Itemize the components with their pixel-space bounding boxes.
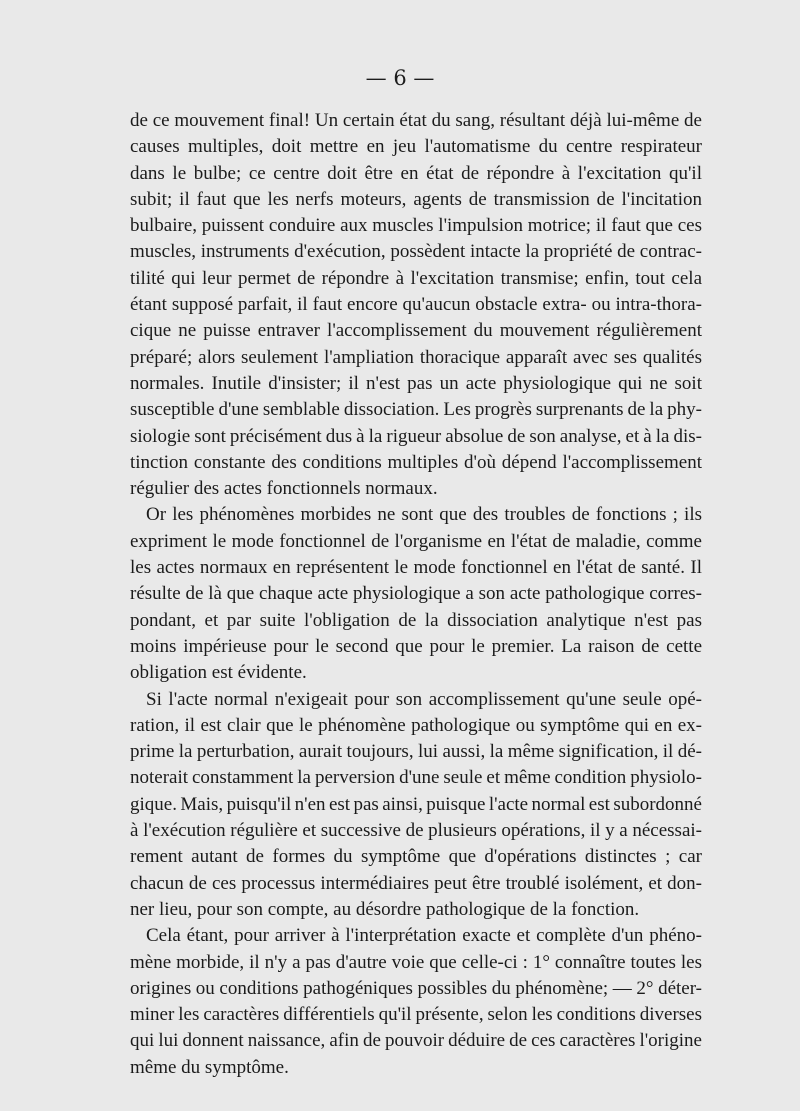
- text-line: mène morbide, il n'y a pas d'autre voie que celle-ci : 1° connaître toutes les: [130, 951, 702, 973]
- text-line: résulte de là que chaque acte physiologique a son acte pathologique corres-: [130, 583, 702, 605]
- text-line: prime la perturbation, aurait toujours, lui aussi, la même signification, il dé-: [130, 741, 702, 763]
- text-line: chacun de ces processus intermédiaires peut être troublé isolément, et don-: [130, 872, 702, 894]
- text-line: de ce mouvement final! Un certain état du sang, résultant déjà lui-même de: [130, 110, 702, 131]
- text-line: expriment le mode fonctionnel de l'organisme en l'état de maladie, comme: [130, 530, 702, 552]
- text-line: pondant, et par suite l'obligation de la dissociation analytique n'est pas: [130, 609, 702, 631]
- text-line: dans le bulbe; ce centre doit être en état de répondre à l'excitation qu'il: [130, 162, 702, 184]
- text-line: ration, il est clair que le phénomène pathologique ou symptôme qui en ex-: [130, 714, 702, 736]
- body-text: [130, 108, 702, 1081]
- text-line: origines ou conditions pathogéniques possibles du phénomène; — 2° déter-: [130, 977, 702, 999]
- page-number: — 6 —: [365, 66, 435, 90]
- text-line: Or les phénomènes morbides ne sont que des troubles de fonctions ; ils: [146, 504, 702, 526]
- text-line: régulier des actes fonctionnels normaux.: [130, 478, 438, 500]
- text-line: subit; il faut que les nerfs moteurs, agents de transmission de l'incitation: [130, 188, 702, 210]
- paragraph-1: [130, 108, 702, 502]
- paragraph-4: [130, 923, 702, 1081]
- text-line: moins impérieuse pour le second que pour le premier. La raison de cette: [130, 635, 702, 657]
- paragraph-3: [130, 687, 702, 924]
- text-line: obligation est évidente.: [130, 662, 307, 684]
- text-line: étant supposé parfait, il faut encore qu'aucun obstacle extra- ou intra-thora-: [130, 294, 702, 316]
- text-line: miner les caractères différentiels qu'il présente, selon les conditions diverses: [130, 1004, 702, 1026]
- text-line: causes multiples, doit mettre en jeu l'automatisme du centre respirateur: [130, 136, 702, 158]
- text-line: muscles, instruments d'exécution, possèdent intacte la propriété de contrac-: [130, 241, 702, 263]
- text-line: préparé; alors seulement l'ampliation thoracique apparaît avec ses qualités: [130, 346, 702, 368]
- text-line: même du symptôme.: [130, 1056, 289, 1078]
- text-line: tinction constante des conditions multiples d'où dépend l'accomplissement: [130, 451, 702, 473]
- text-line: gique. Mais, puisqu'il n'en est pas ainsi, puisque l'acte normal est subordonné: [130, 793, 702, 815]
- text-line: noterait constamment la perversion d'une seule et même condition physiolo-: [130, 767, 702, 789]
- text-line: Cela étant, pour arriver à l'interprétation exacte et complète d'un phéno-: [146, 925, 702, 947]
- text-line: ner lieu, pour son compte, au désordre pathologique de la fonction.: [130, 898, 640, 920]
- text-line: rement autant de formes du symptôme que d'opérations distinctes ; car: [130, 846, 702, 868]
- text-line: à l'exécution régulière et successive de plusieurs opérations, il y a nécessai-: [130, 820, 702, 842]
- text-line: susceptible d'une semblable dissociation. Les progrès surprenants de la phy-: [130, 399, 702, 421]
- text-line: normales. Inutile d'insister; il n'est pas un acte physiologique qui ne soit: [130, 372, 702, 394]
- text-line: les actes normaux en représentent le mode fonctionnel en l'état de santé. Il: [130, 557, 702, 579]
- paragraph-2: [130, 502, 702, 686]
- text-line: qui lui donnent naissance, afin de pouvoir déduire de ces caractères l'origine: [130, 1030, 702, 1052]
- text-line: Si l'acte normal n'exigeait pour son accomplissement qu'une seule opé-: [146, 688, 702, 710]
- text-line: bulbaire, puissent conduire aux muscles l'impulsion motrice; il faut que ces: [130, 215, 702, 237]
- text-line: tilité qui leur permet de répondre à l'excitation transmise; enfin, tout cela: [130, 267, 702, 289]
- text-line: cique ne puisse entraver l'accomplissement du mouvement régulièrement: [130, 320, 702, 342]
- text-line: siologie sont précisément dus à la rigueur absolue de son analyse, et à la dis-: [130, 425, 702, 447]
